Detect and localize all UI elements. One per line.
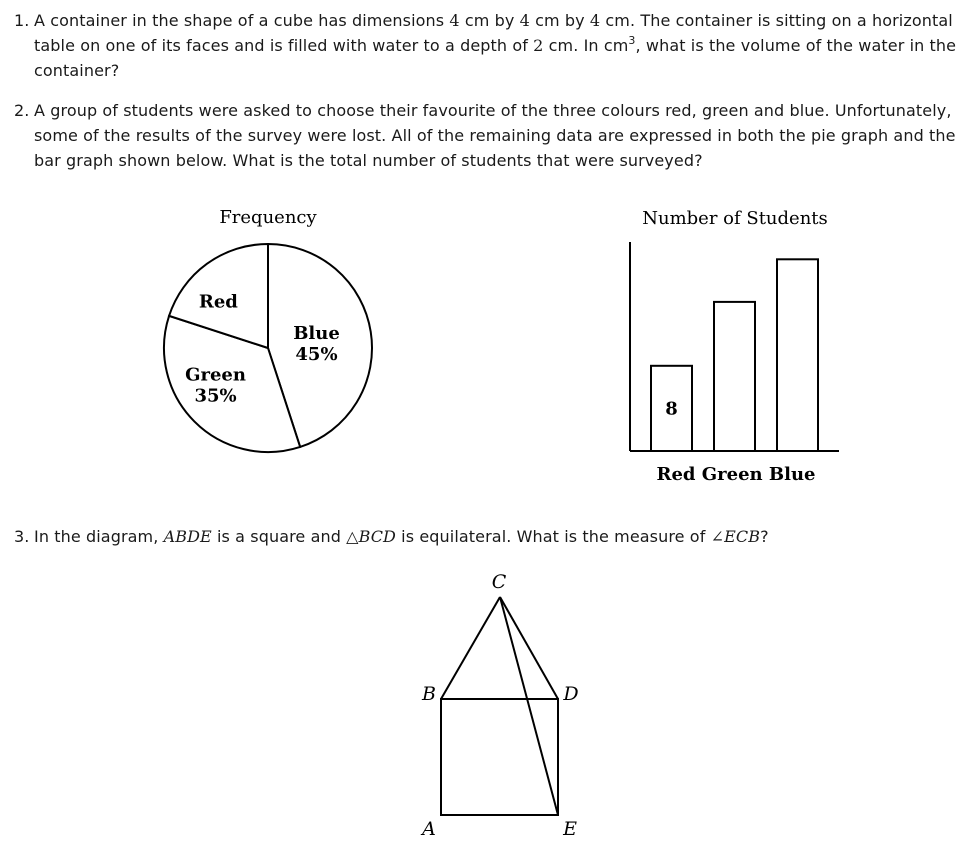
pie-label: Red [198, 291, 238, 313]
bar-x-label: Red Green Blue [656, 464, 816, 485]
pie-value-label: 45% [295, 344, 338, 366]
geometry-diagram [413, 563, 589, 848]
label-b: B [422, 683, 436, 705]
label-e: E [563, 818, 577, 840]
segment-bc [441, 597, 500, 699]
bar-chart [625, 204, 845, 489]
label-c: C [491, 571, 507, 593]
problem-number: 2. [14, 101, 30, 120]
problem-text: A group of students were asked to choose their favourite of the three colours red, green and blue. Unfortunately, some of the results of the survey were lost. All of the remaining data are expressed in both the pie graph and the bar graph shown below. What is the total number of students that were surveyed? [34, 101, 956, 170]
label-d: D [563, 683, 579, 705]
problem-number: 1. [14, 11, 30, 30]
bar-blue [777, 259, 818, 451]
pie-label: Green [185, 364, 246, 386]
pie-title: Frequency [219, 207, 317, 228]
problem-number: 3. [14, 527, 30, 546]
bar-title: Number of Students [642, 208, 828, 229]
pie-label: Blue [293, 323, 340, 345]
problem-text: In the diagram, ABDE is a square and △BCD is equilateral. What is the measure of ∠ECB? [34, 527, 769, 546]
problem-3 [14, 524, 959, 549]
label-a: A [422, 818, 436, 840]
pie-value-label: 35% [194, 385, 237, 407]
problem-2 [14, 98, 959, 173]
pie-chart [155, 204, 380, 489]
problem-1 [14, 8, 959, 83]
bar-value-label: 8 [665, 398, 678, 420]
segment-cd [500, 597, 558, 699]
bar-green [714, 302, 755, 451]
problem-text: A container in the shape of a cube has dimensions 4 cm by 4 cm by 4 cm. The container is sitting on a horizontal table on one of its faces and is filled with water to a depth of 2 cm. In $cm^3$, what is the volume of the water in the container? [34, 11, 957, 80]
square-abde [441, 699, 558, 815]
segment-ce [500, 597, 558, 815]
